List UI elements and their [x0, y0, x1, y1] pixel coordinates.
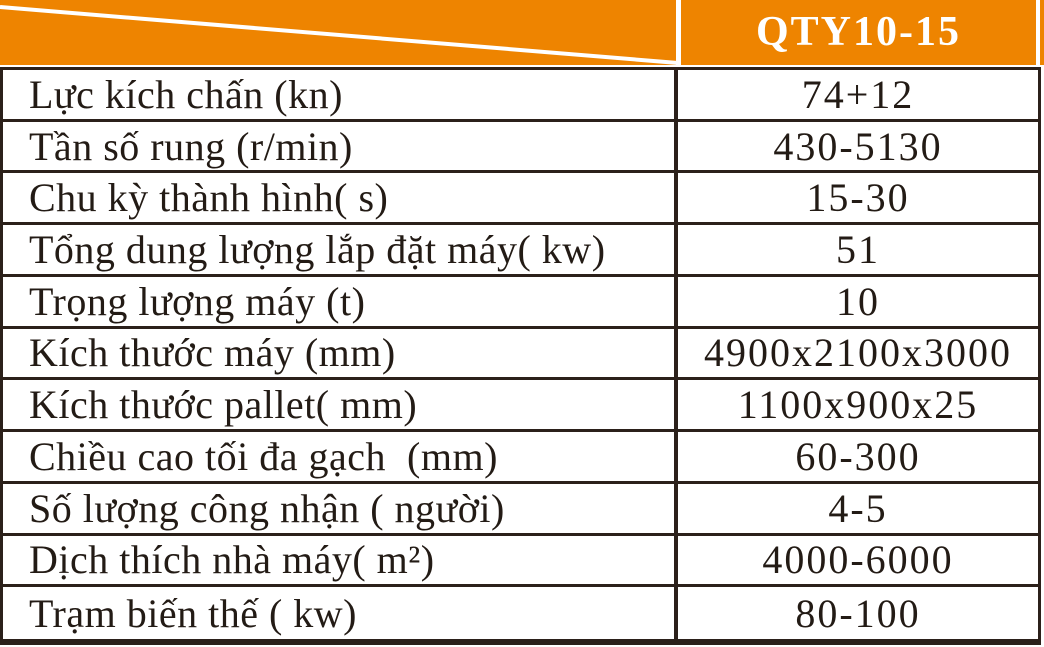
- spec-value: 4900x2100x3000: [704, 330, 1012, 376]
- spec-value: 15-30: [806, 175, 910, 221]
- table-row: [3, 70, 1038, 122]
- spec-label: Kích thước pallet( mm): [3, 380, 678, 429]
- spec-label: Tần số rung (r/min): [3, 122, 678, 171]
- spec-table: [0, 67, 1041, 645]
- table-row: [3, 380, 1038, 432]
- spec-value: 51: [836, 227, 880, 273]
- spec-value: 4000-6000: [762, 537, 954, 583]
- diagonal-split-line: [0, 0, 680, 65]
- spec-label: Số lượng công nhận ( người): [3, 484, 678, 533]
- spec-value: 1100x900x25: [737, 382, 979, 428]
- spec-label: Dịch thích nhà máy( m²): [3, 536, 678, 585]
- spec-label: Tổng dung lượng lắp đặt máy( kw): [3, 225, 678, 274]
- table-header: [0, 0, 1044, 65]
- spec-label: Chu kỳ thành hình( s): [3, 173, 678, 222]
- table-row: [3, 225, 1038, 277]
- table-row: [3, 432, 1038, 484]
- table-row: [3, 329, 1038, 381]
- spec-label: Lực kích chấn (kn): [3, 70, 678, 119]
- spec-label: Trạm biến thế ( kw): [3, 587, 678, 639]
- header-right-edge-line: [1036, 0, 1040, 65]
- table-row: [3, 173, 1038, 225]
- spec-label: Trọng lượng máy (t): [3, 277, 678, 326]
- spec-value: 10: [836, 278, 880, 324]
- spec-value: 4-5: [828, 485, 888, 531]
- spec-value: 80-100: [795, 590, 921, 636]
- spec-value: 430-5130: [773, 123, 943, 169]
- spec-label: Chiều cao tối đa gạch (mm): [3, 432, 678, 481]
- table-row: [3, 536, 1038, 588]
- spec-value: 60-300: [795, 433, 921, 479]
- table-row: [3, 277, 1038, 329]
- table-row: [3, 122, 1038, 174]
- table-row: [3, 484, 1038, 536]
- spec-value: 74+12: [801, 71, 915, 117]
- table-row: [3, 587, 1038, 639]
- spec-label: Kích thước máy (mm): [3, 329, 678, 378]
- model-name-heading: QTY10-15: [756, 9, 961, 55]
